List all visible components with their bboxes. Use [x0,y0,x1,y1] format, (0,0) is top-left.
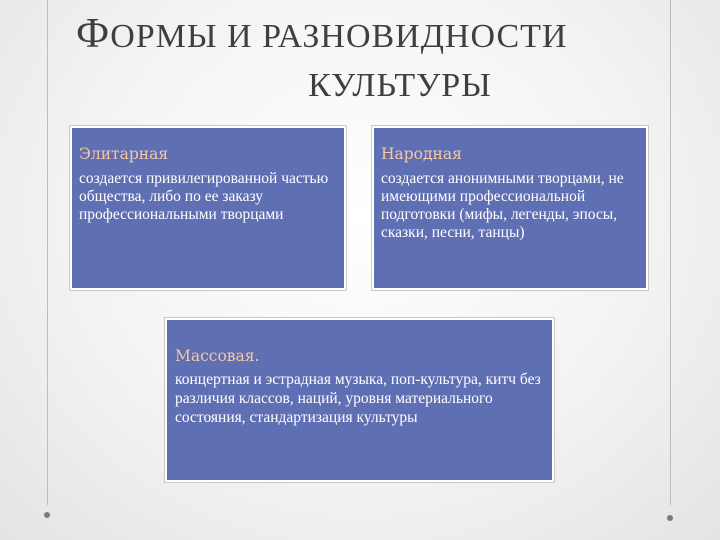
slide-title [40,10,680,105]
mass-culture-heading: Массовая. [175,347,260,365]
title-initial-cap: Ф [76,11,111,57]
right-decorative-dot [667,515,673,521]
left-decorative-dot [44,512,50,518]
mass-culture-box [165,318,554,482]
folk-culture-description: создается анонимными творцами, не имеющими профессиональной подготовки (мифы, легенды, эпосы, сказки, песни, танцы) [381,170,624,241]
title-line-2: КУЛЬТУРЫ [308,67,492,105]
title-line-1 [38,10,680,58]
folk-culture-heading: Народная [381,145,462,163]
elite-culture-description: создается привилегированной частью общества, либо по ее заказу профессиональными творцами [79,170,329,223]
mass-culture-description: концертная и эстрадная музыка, поп-культура, китч без различия классов, наций, уровня материального состояния, стандартизация культуры [175,371,541,426]
elite-culture-box [70,126,346,290]
folk-culture-box [372,126,648,290]
elite-culture-heading: Элитарная [79,145,169,163]
title-line-1-rest: ОРМЫ И РАЗНОВИДНОСТИ [110,18,568,55]
